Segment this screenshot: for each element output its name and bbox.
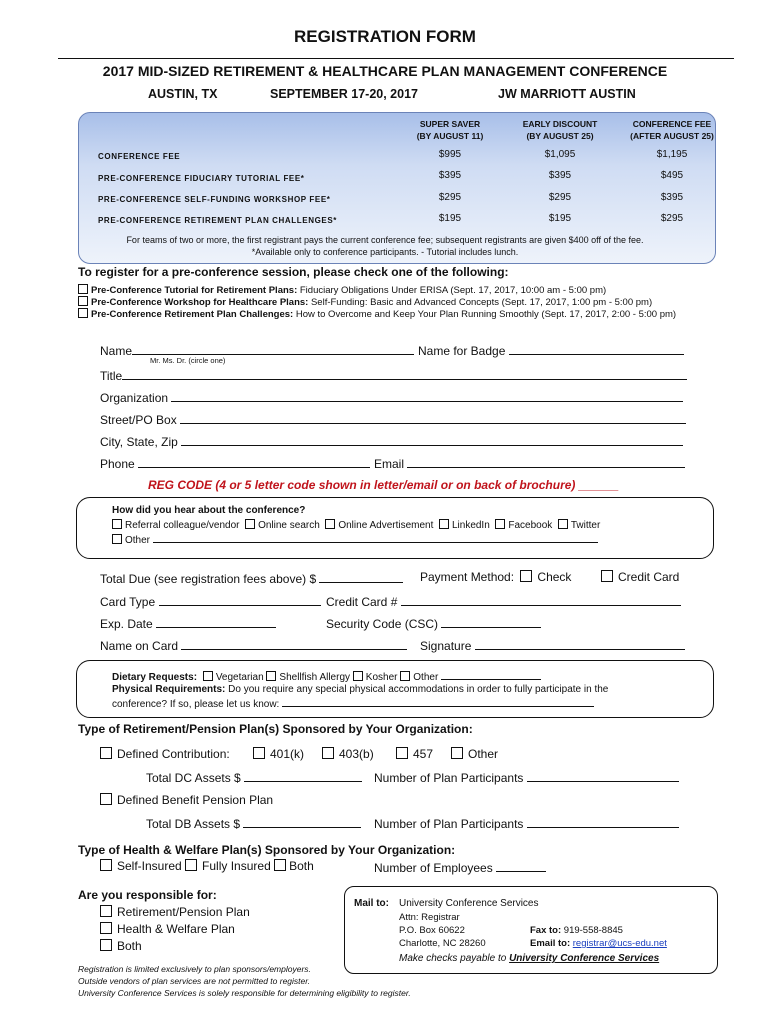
db-participants-label: Number of Plan Participants [374, 817, 524, 831]
checkbox[interactable] [78, 284, 88, 294]
conference-venue: JW MARRIOTT AUSTIN [498, 87, 636, 101]
employees-field[interactable] [374, 859, 546, 875]
responsible-option[interactable]: Health & Welfare Plan [100, 922, 235, 936]
preconf-heading: To register for a pre-conference session, please check one of the following: [78, 265, 509, 279]
fee-row-label: CONFERENCE FEE [98, 152, 181, 161]
street-label: Street/PO Box [100, 413, 177, 427]
phone-field[interactable] [100, 455, 370, 471]
title-label: Title [100, 369, 123, 383]
hear-option[interactable]: Facebook [495, 520, 552, 531]
checks-payable: Make checks payable to University Conference Services [399, 953, 660, 964]
checkbox[interactable] [78, 308, 88, 318]
dietary-option[interactable]: Other [400, 672, 438, 683]
mail-attn: Attn: Registrar [399, 912, 460, 923]
responsible-option[interactable]: Both [100, 939, 142, 953]
dc-401k-option[interactable]: 401(k) [253, 747, 304, 761]
dietary-option[interactable]: Vegetarian [200, 672, 264, 683]
city-label: City, State, Zip [100, 435, 178, 449]
csc-field[interactable] [326, 615, 541, 631]
payment-method: Payment Method: Check [420, 570, 572, 584]
total-db-field[interactable] [146, 815, 361, 831]
fee-value: $295 [660, 213, 684, 224]
total-due-label: Total Due (see registration fees above) $ [100, 572, 317, 586]
fax-line: Fax to: 919-558-8845 [530, 925, 623, 936]
card-type-field[interactable] [100, 593, 321, 609]
fee-row-label: PRE-CONFERENCE FIDUCIARY TUTORIAL FEE* [98, 174, 305, 183]
name-on-card-label: Name on Card [100, 639, 179, 653]
email-field[interactable] [374, 455, 685, 471]
dc-403b-option[interactable]: 403(b) [322, 747, 374, 761]
dietary-option[interactable]: Kosher [353, 672, 398, 683]
fee-value: $395 [548, 170, 572, 181]
footer-line: Outside vendors of plan services are not permitted to register. [78, 976, 311, 986]
fee-note-teams: For teams of two or more, the first registrant pays the current conference fee; subsequent registrants are given $400 off of the fee. [126, 235, 644, 245]
responsible-option[interactable]: Retirement/Pension Plan [100, 905, 250, 919]
fee-value: $195 [548, 213, 572, 224]
dc-option[interactable]: Defined Contribution: [100, 747, 230, 761]
fee-col-early-discount: EARLY DISCOUNT (BY AUGUST 25) [522, 119, 598, 141]
total-dc-field[interactable] [146, 769, 362, 785]
reg-code-field[interactable]: REG CODE (4 or 5 letter code shown in letter/email or on back of brochure) ______ [148, 478, 619, 492]
preconf-option-challenges[interactable]: Pre-Conference Retirement Plan Challenges: How to Overcome and Keep Your Plan Running Smoothly (Sept. 17, 2017, 2:00 - 5:00 pm) [78, 308, 676, 320]
physical-requirements: Physical Requirements: Do you require any special physical accommodations in order to fully participate in the [112, 684, 609, 695]
hear-option[interactable]: LinkedIn [439, 520, 490, 531]
fee-value: $295 [548, 192, 572, 203]
health-option[interactable]: Self-Insured [100, 859, 182, 873]
dietary-requests: Dietary Requests: Vegetarian Shellfish Allergy Kosher Other [112, 670, 541, 683]
hear-option[interactable]: Twitter [558, 520, 600, 531]
total-due-field[interactable] [100, 570, 403, 586]
fee-value: $1,095 [544, 149, 576, 160]
hear-option[interactable]: Online search [245, 520, 320, 531]
exp-date-field[interactable] [100, 615, 276, 631]
csc-label: Security Code (CSC) [326, 617, 439, 631]
responsible-heading: Are you responsible for: [78, 888, 217, 902]
fee-note-available: *Available only to conference participants. - Tutorial includes lunch. [251, 247, 519, 257]
mail-org: University Conference Services [399, 898, 539, 909]
credit-card-option[interactable]: Credit Card [601, 570, 679, 584]
credit-card-checkbox[interactable] [601, 570, 613, 582]
fee-value: $995 [438, 149, 462, 160]
health-option[interactable]: Fully Insured [185, 859, 271, 873]
hear-options [112, 519, 600, 531]
health-heading: Type of Health & Welfare Plan(s) Sponsored by Your Organization: [78, 843, 456, 857]
fee-value: $395 [438, 170, 462, 181]
exp-date-label: Exp. Date [100, 617, 153, 631]
checkbox[interactable] [78, 296, 88, 306]
email-label: Email [374, 457, 405, 471]
email-line: Email to: registrar@ucs-edu.net [530, 938, 667, 949]
name-salutation-hint: Mr. Ms. Dr. (circle one) [150, 356, 226, 365]
fee-value: $495 [660, 170, 684, 181]
retirement-heading: Type of Retirement/Pension Plan(s) Sponsored by Your Organization: [78, 722, 473, 736]
dc-457-option[interactable]: 457 [396, 747, 433, 761]
footer-line: Registration is limited exclusively to plan sponsors/employers. [78, 964, 311, 974]
conference-dates: SEPTEMBER 17-20, 2017 [270, 87, 418, 101]
phone-label: Phone [100, 457, 135, 471]
hear-option[interactable]: Referral colleague/vendor [112, 520, 240, 531]
db-option[interactable]: Defined Benefit Pension Plan [100, 793, 273, 807]
fee-col-conference-fee: CONFERENCE FEE (AFTER AUGUST 25) [630, 119, 714, 141]
name-field[interactable] [100, 342, 414, 358]
city-state-zip-field[interactable] [100, 433, 683, 449]
signature-label: Signature [420, 639, 472, 653]
dc-participants-field[interactable] [374, 769, 679, 785]
fee-value: $395 [660, 192, 684, 203]
card-number-field[interactable] [326, 593, 681, 609]
fee-value: $195 [438, 213, 462, 224]
fee-value: $1,195 [656, 149, 688, 160]
preconf-option-tutorial[interactable]: Pre-Conference Tutorial for Retirement Plans: Fiduciary Obligations Under ERISA (Sept. 17, 2017, 10:00 am - 5:00 pm) [78, 284, 606, 296]
card-type-label: Card Type [100, 595, 156, 609]
name-label: Name [100, 344, 133, 358]
db-participants-field[interactable] [374, 815, 679, 831]
name-on-card-field[interactable] [100, 637, 407, 653]
signature-field[interactable] [420, 637, 685, 653]
fee-col-super-saver: SUPER SAVER (BY AUGUST 11) [416, 119, 484, 141]
registrar-email-link[interactable]: registrar@ucs-edu.net [572, 938, 667, 949]
hear-question: How did you hear about the conference? [112, 505, 306, 516]
mail-to-label: Mail to: [354, 898, 389, 909]
total-db-label: Total DB Assets $ [146, 817, 241, 831]
fee-row-label: PRE-CONFERENCE SELF-FUNDING WORKSHOP FEE* [98, 195, 331, 204]
conference-name: 2017 MID-SIZED RETIREMENT & HEALTHCARE PLAN MANAGEMENT CONFERENCE [102, 63, 668, 79]
dc-participants-label: Number of Plan Participants [374, 771, 524, 785]
badge-field[interactable] [418, 342, 684, 358]
organization-label: Organization [100, 391, 169, 405]
card-number-label: Credit Card # [326, 595, 398, 609]
hear-option[interactable]: Online Advertisement [325, 520, 433, 531]
page-title: REGISTRATION FORM [294, 27, 476, 46]
dc-other-option[interactable]: Other [451, 747, 498, 761]
check-checkbox[interactable] [520, 570, 532, 582]
conference-city: AUSTIN, TX [148, 87, 218, 101]
hear-other[interactable]: Other [112, 533, 598, 546]
title-rule [58, 58, 734, 59]
health-options [100, 859, 314, 873]
total-dc-label: Total DC Assets $ [146, 771, 241, 785]
physical-requirements-field[interactable]: conference? If so, please let us know: [112, 697, 594, 710]
fee-row-label: PRE-CONFERENCE RETIREMENT PLAN CHALLENGES* [98, 216, 337, 225]
health-option[interactable]: Both [274, 859, 314, 873]
dietary-option[interactable]: Shellfish Allergy [266, 672, 350, 683]
employees-label: Number of Employees [374, 861, 493, 875]
preconf-option-workshop[interactable]: Pre-Conference Workshop for Healthcare Plans: Self-Funding: Basic and Advanced Concepts (Sept. 17, 2017, 1:00 pm - 5:00 pm) [78, 296, 652, 308]
footer-line: University Conference Services is solely responsible for determining eligibility to register. [78, 988, 411, 998]
mail-po-box: P.O. Box 60622 [399, 925, 465, 936]
title-field[interactable] [100, 367, 687, 383]
fee-value: $295 [438, 192, 462, 203]
street-field[interactable] [100, 411, 686, 427]
mail-city: Charlotte, NC 28260 [399, 938, 486, 949]
badge-label: Name for Badge [418, 344, 506, 358]
organization-field[interactable] [100, 389, 683, 405]
